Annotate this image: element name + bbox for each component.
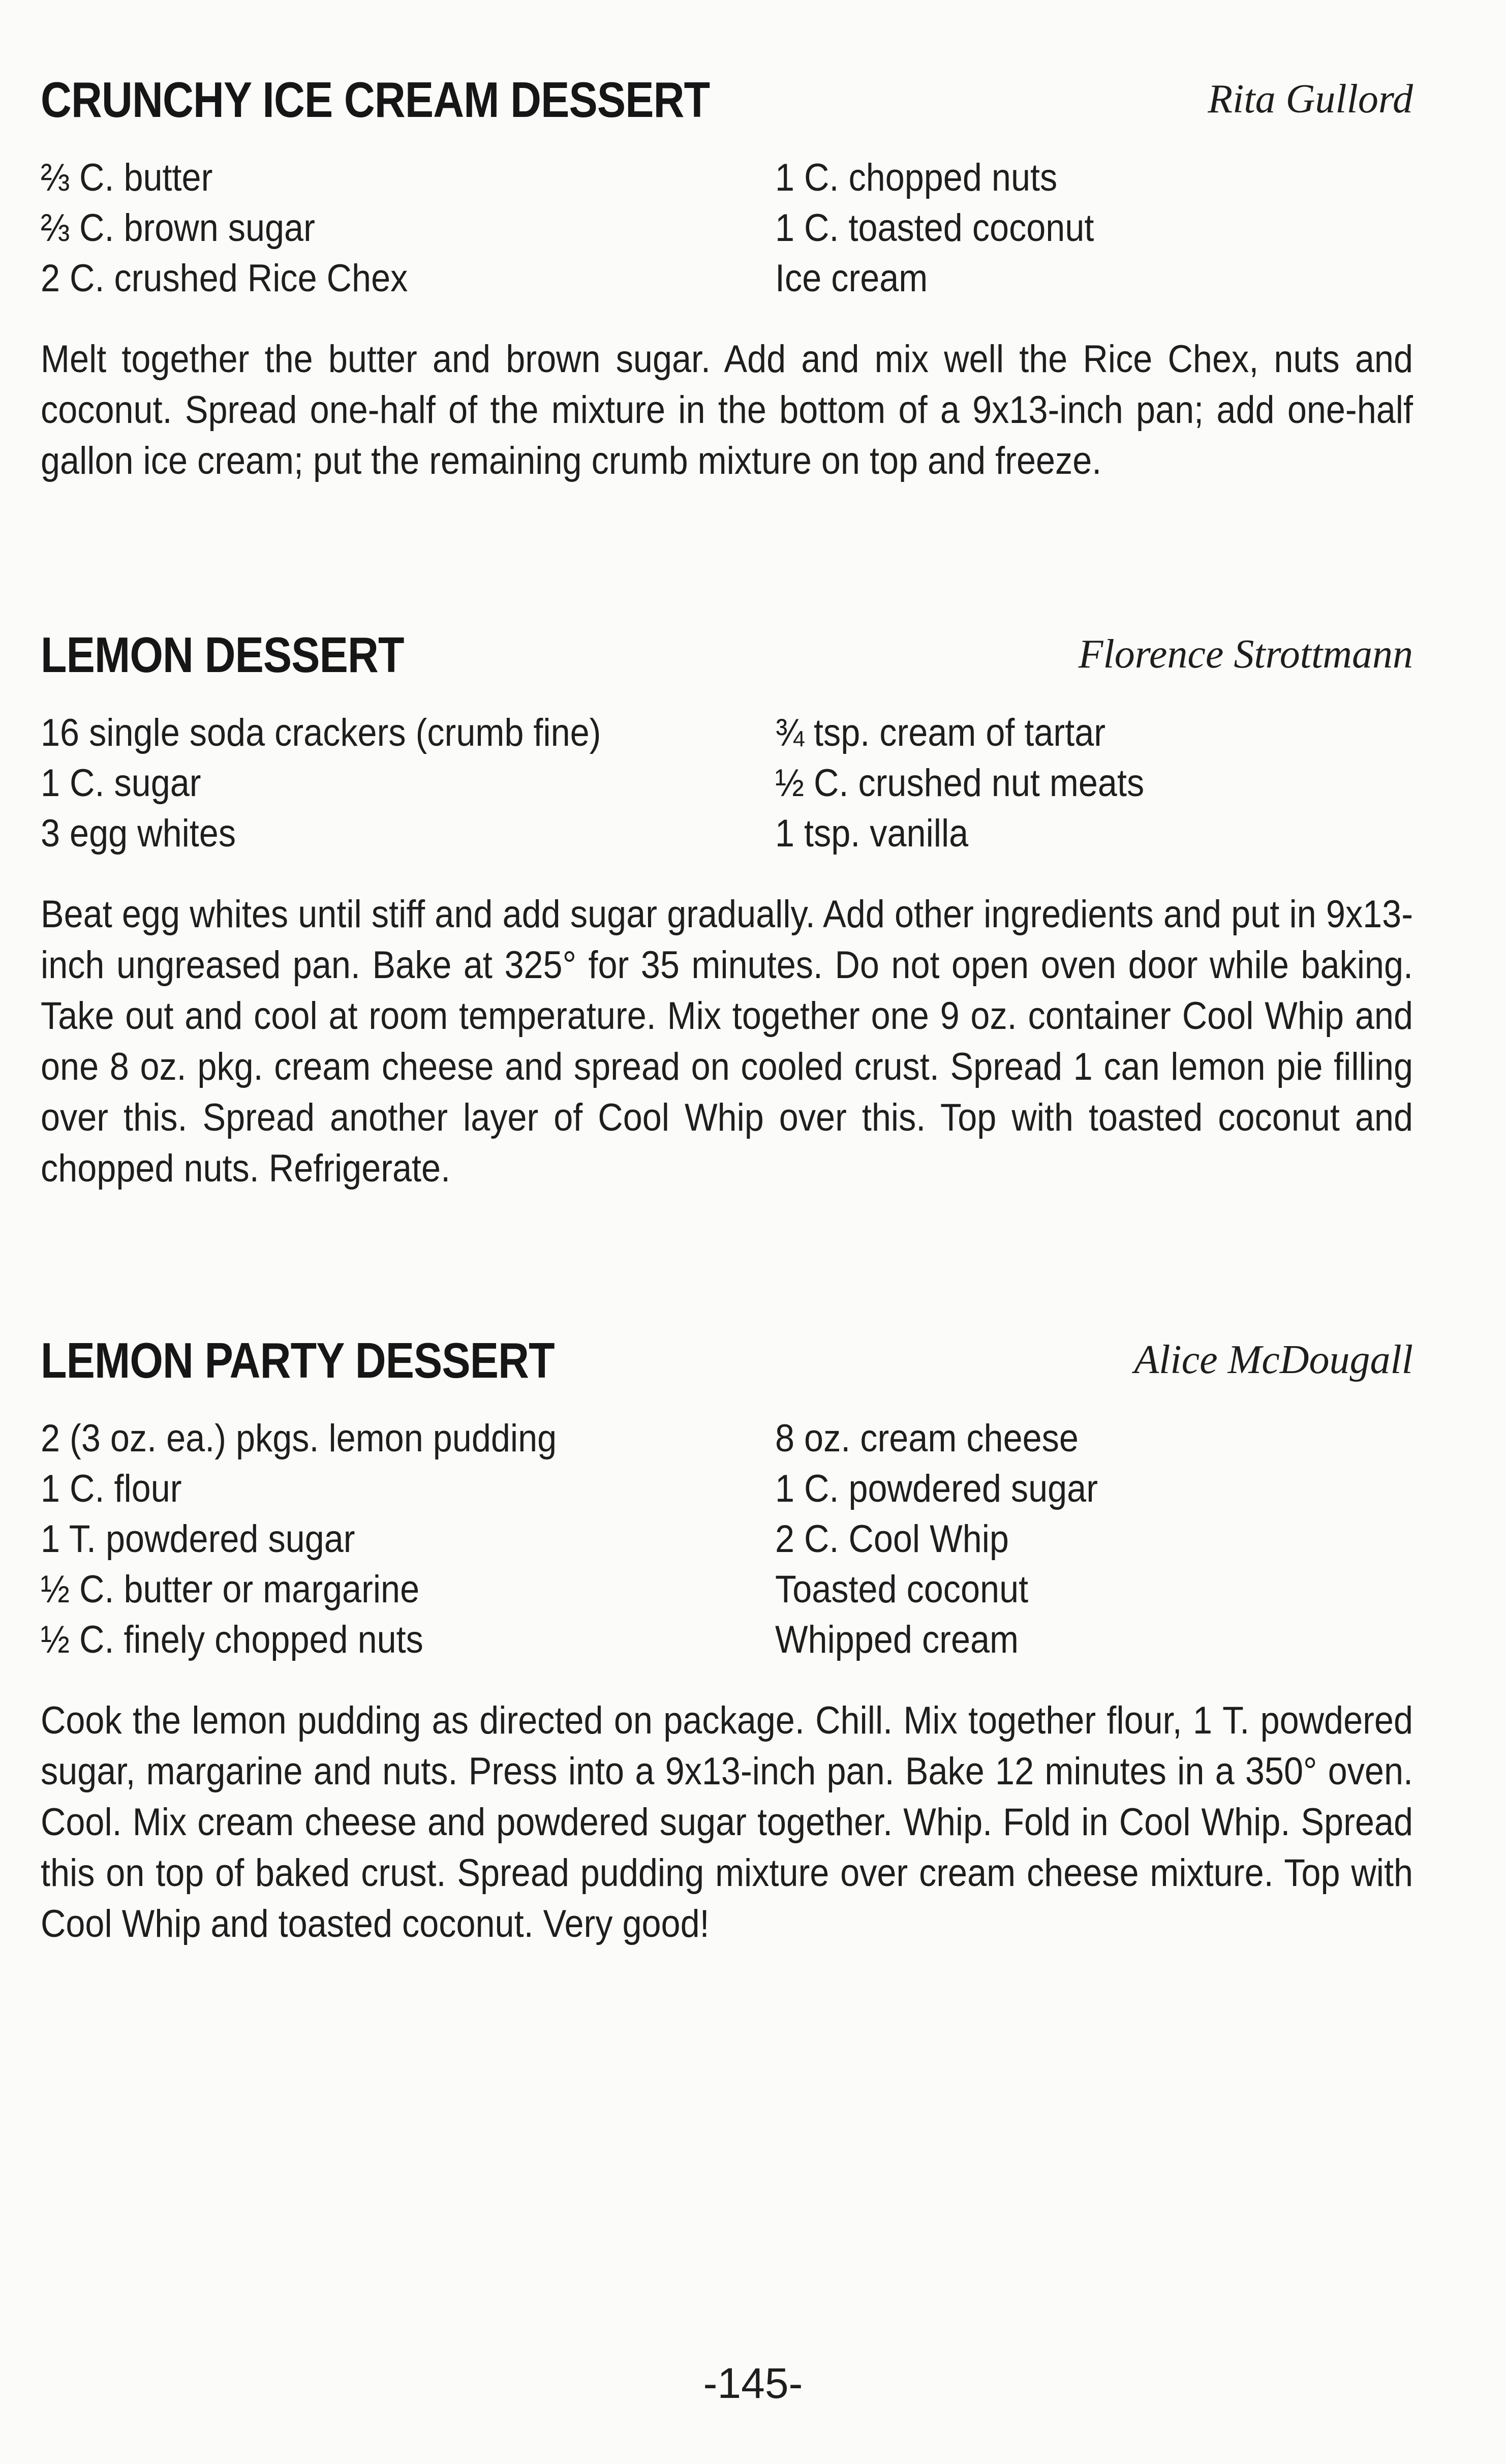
ingredient: ½ C. butter or margarine	[41, 1568, 420, 1611]
recipe-title: LEMON DESSERT	[41, 627, 404, 683]
ingredient: 2 C. Cool Whip	[775, 1517, 1009, 1561]
ingredients-right-column	[775, 1413, 1324, 1665]
recipe-author: Rita Gullord	[1208, 77, 1413, 121]
ingredient: 1 C. chopped nuts	[775, 156, 1058, 199]
ingredient: Toasted coconut	[775, 1568, 1029, 1611]
recipe-header	[41, 71, 1413, 132]
ingredient: ½ C. finely chopped nuts	[41, 1618, 423, 1661]
ingredient: 1 T. powdered sugar	[41, 1517, 355, 1561]
recipe-header	[41, 626, 1413, 687]
recipe-lemon-dessert	[41, 626, 1413, 1194]
recipe-directions: Beat egg whites until stiff and add sugar gradually. Add other ingredients and put in 9x13-inch ungreased pan. Bake at 325° for 35 minutes. Do not open oven door while baking. Take out and cool at room temperature. Mix together one 9 oz. container Cool Whip and one 8 oz. pkg. cream cheese and spread on cooled crust. Spread 1 can lemon pie filling over this. Spread another layer of Cool Whip over this. Top with toasted coconut and chopped nuts. Refrigerate.	[41, 893, 1413, 1190]
ingredients-left-column	[41, 708, 702, 859]
ingredient: 16 single soda crackers (crumb fine)	[41, 711, 601, 754]
ingredients-list	[41, 153, 1413, 303]
recipe-directions: Melt together the butter and brown sugar. Add and mix well the Rice Chex, nuts and coconut. Spread one-half of the mixture in the bottom of a 9x13-inch pan; add one-half gallon ice cream; put the remaining crumb mixture on top and freeze.	[41, 338, 1413, 482]
ingredient: 1 C. toasted coconut	[775, 206, 1094, 250]
ingredient: ⅔ C. brown sugar	[41, 206, 315, 250]
ingredients-list	[41, 708, 1413, 859]
ingredient: 2 C. crushed Rice Chex	[41, 257, 408, 300]
recipe-title: LEMON PARTY DESSERT	[41, 1332, 555, 1388]
ingredient: 1 C. sugar	[41, 762, 201, 805]
ingredient: Ice cream	[775, 257, 928, 300]
ingredient: 1 C. flour	[41, 1467, 182, 1510]
ingredients-left-column	[41, 1413, 702, 1665]
ingredient: Whipped cream	[775, 1618, 1019, 1661]
ingredient: 8 oz. cream cheese	[775, 1417, 1079, 1460]
ingredient: 3 egg whites	[41, 812, 236, 855]
page-number: -145-	[703, 2359, 803, 2407]
recipe-author: Alice McDougall	[1134, 1337, 1413, 1382]
recipe-directions: Cook the lemon pudding as directed on package. Chill. Mix together flour, 1 T. powdered sugar, margarine and nuts. Press into a 9x13-inch pan. Bake 12 minutes in a 350° oven. Cool. Mix cream cheese and powdered sugar together. Whip. Fold in Cool Whip. Spread this on top of baked crust. Spread pudding mixture over cream cheese mixture. Top with Cool Whip and toasted coconut. Very good!	[41, 1699, 1413, 1945]
ingredient: ¾ tsp. cream of tartar	[775, 711, 1106, 754]
ingredients-right-column	[775, 153, 1324, 303]
recipe-crunchy-ice-cream-dessert	[41, 71, 1413, 486]
recipe-title: CRUNCHY ICE CREAM DESSERT	[41, 72, 710, 128]
recipe-lemon-party-dessert	[41, 1332, 1413, 1950]
ingredient: 2 (3 oz. ea.) pkgs. lemon pudding	[41, 1417, 557, 1460]
ingredients-list	[41, 1413, 1413, 1665]
ingredient: 1 C. powdered sugar	[775, 1467, 1098, 1510]
ingredient: ⅔ C. butter	[41, 156, 213, 199]
ingredient: ½ C. crushed nut meats	[775, 762, 1145, 805]
ingredient: 1 tsp. vanilla	[775, 812, 969, 855]
ingredients-right-column	[775, 708, 1324, 859]
recipe-author: Florence Strottmann	[1078, 632, 1413, 677]
recipe-header	[41, 1332, 1413, 1393]
ingredients-left-column	[41, 153, 702, 303]
